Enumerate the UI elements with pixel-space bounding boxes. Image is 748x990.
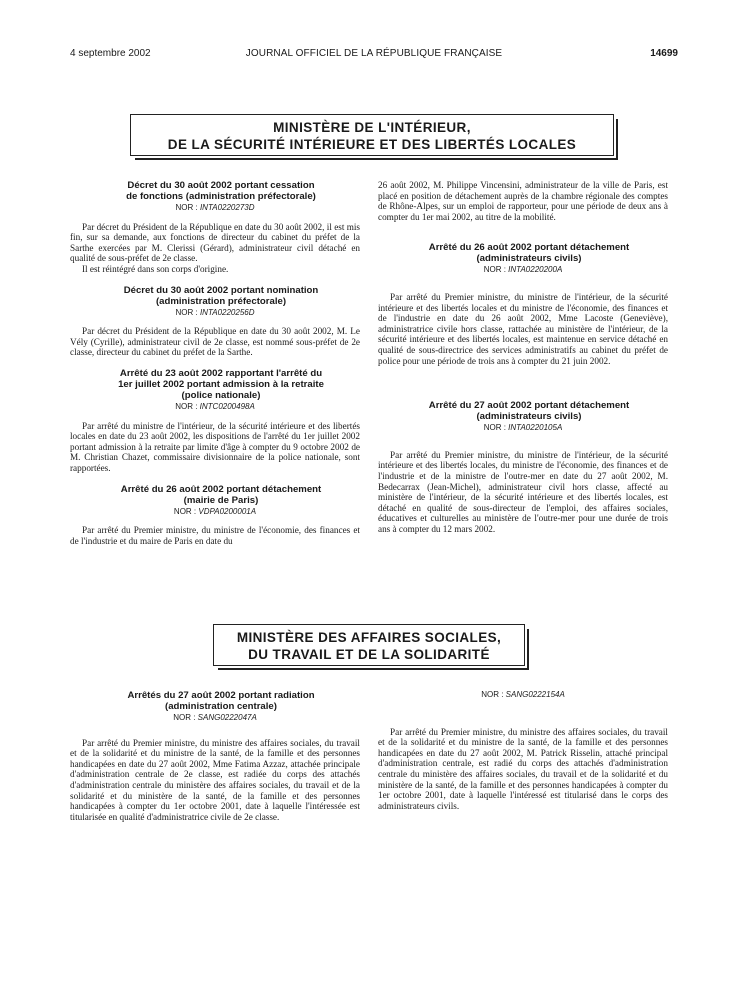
- order-title-line: (administrateurs civils): [476, 253, 582, 265]
- journal-title: JOURNAL OFFICIEL DE LA RÉPUBLIQUE FRANÇAISE: [245, 48, 503, 59]
- order-body: Par arrêté du Premier ministre, du ministre des affaires sociales, du travail et de la solidarité et du ministre de la santé, de la famille et des personnes handicapées en date du 27 août 2002, M. Patrick Risselin, attaché principal d'administration centrale, est radié du corps des attachés d'administration centrale du ministère des affaires sociales, du travail et de la solidarité et du ministère de la santé, de la famille et des personnes handicapées à compter du 1er octobre 2001, date à laquelle l'intéressé est titularisé dans le corps des administrateurs civils.: [378, 726, 668, 811]
- nor-reference: NOR : VDPA0200001A: [173, 506, 257, 516]
- decree-body: Par décret du Président de la République en date du 30 août 2002, M. Le Vély (Cyrille), administrateur civil de 2e classe, est nommé sous-préfet de 2e classe, directeur du cabinet du préfet de la Sarthe.: [70, 326, 360, 358]
- orders-radiation: [70, 690, 360, 822]
- decree-title-line: de fonctions (administration préfectorale): [126, 191, 316, 202]
- nor-reference: NOR : INTA0220273D: [175, 203, 255, 212]
- order-detachment-bedecarrax: [378, 400, 668, 534]
- order-title-line: (police nationale): [181, 389, 261, 401]
- ministry-line-1: MINISTÈRE DE L'INTÉRIEUR,: [273, 120, 471, 135]
- nor-reference: NOR : SANG0222154A: [481, 690, 565, 699]
- order-radiation-risselin: [378, 690, 668, 811]
- decree-title-line: Décret du 30 août 2002 portant nomination: [123, 284, 319, 296]
- order-detachment-lacoste: [378, 242, 668, 366]
- decree-title-line: (administration préfectorale): [155, 295, 287, 307]
- ministry-line-2: DU TRAVAIL ET DE LA SOLIDARITÉ: [248, 647, 490, 662]
- nor-reference: NOR : INTC0200498A: [175, 401, 255, 411]
- order-title-line: Arrêté du 23 août 2002 rapportant l'arrêté du: [119, 367, 323, 379]
- order-retirement-revocation: [70, 368, 360, 474]
- running-header: [70, 48, 678, 64]
- decree-body: Par décret du Président de la République en date du 30 août 2002, il est mis fin, sur sa demande, aux fonctions de directeur du cabinet du préfet de la Sarthe exercées par M. Clerissi (Gérard), administrateur civil détaché en qualité de sous-préfet de 2e classe.: [70, 221, 360, 264]
- order-title-line: 1er juillet 2002 portant admission à la retraite: [118, 378, 324, 390]
- order-title-line: (administrateurs civils): [476, 411, 582, 423]
- right-column-social: [378, 690, 668, 811]
- order-body-continued: 26 août 2002, M. Philippe Vincensini, administrateur de la ville de Paris, est placé en position de détachement auprès de la chambre régionale des comptes de Rhône-Alpes, sur un emploi de rapporteur, pour une période de deux ans à compter du 1er mai 2002, au titre de la mobilité.: [378, 180, 668, 222]
- page-number: 14699: [650, 48, 678, 59]
- issue-date: 4 septembre 2002: [70, 48, 151, 59]
- left-column-interior: [70, 180, 360, 546]
- order-body: Par arrêté du Premier ministre, du ministre des affaires sociales, du travail et de la solidarité et du ministre de la santé, de la famille et des personnes handicapées en date du 27 août 2002, Mme Fatima Azzaz, attachée principale d'administration centrale de 2e classe, est radiée du corps des attachés d'administration centrale du ministère des affaires sociales, du travail et de la solidarité et du ministère de la santé, de la famille et des personnes handicapées à compter du 1er octobre 2001, date à laquelle l'intéressée est titularisée en qualité d'administratrice civile de 2e classe.: [70, 737, 360, 822]
- decree-cessation: [70, 180, 360, 275]
- order-body: Par arrêté du Premier ministre, du ministre de l'intérieur, de la sécurité intérieure et des libertés locales et du ministre de l'économie, des finances et de l'industrie en date du 26 août 2002, Mme Lacoste (Geneviève), administratrice civile hors classe, rattachée au ministère de l'intérieur, de la sécurité intérieure et des libertés locales, est maintenue en service détaché en qualité de sous-directrice des services administratifs au cabinet du préfet de police pour une période de trois ans à compter du 21 juin 2002.: [378, 291, 668, 366]
- order-title-line: (administration centrale): [165, 701, 277, 712]
- nor-reference: NOR : INTA0220256D: [175, 307, 255, 317]
- order-title-line: Arrêtés du 27 août 2002 portant radiation: [127, 690, 315, 701]
- order-title-line: Arrêté du 27 août 2002 portant détachement: [428, 400, 630, 412]
- ministry-interior-heading: [130, 114, 614, 156]
- order-body: Par arrêté du Premier ministre, du ministre de l'intérieur, de la sécurité intérieure et des libertés locales, du ministre de l'économie, des finances et de l'industrie et de la ministre de l'outre-mer en date du 27 août 2002, M. Bedecarrax (Jean-Michel), administrateur civil hors classe, affecté au ministère de l'intérieur, de la sécurité intérieure et des libertés locales, est détaché en qualité de sous-directeur de l'emploi, des affaires sociales, éducatives et culturelles au ministère de l'outre-mer pour une durée de trois ans à compter du 12 mars 2002.: [378, 449, 668, 534]
- order-body: Par arrêté du ministre de l'intérieur, de la sécurité intérieure et des libertés locales en date du 23 août 2002, les dispositions de l'arrêté du 1er juillet 2002 portant admission à la retraite par limite d'âge à compter du 9 octobre 2002 de M. Christian Chazet, commissaire divisionnaire de la police nationale, sont rapportées.: [70, 420, 360, 473]
- order-title-line: Arrêté du 26 août 2002 portant détachement: [428, 242, 630, 254]
- right-column-interior: [378, 180, 668, 534]
- left-column-social: [70, 690, 360, 822]
- order-detachment-paris: [70, 484, 360, 547]
- order-body: Par arrêté du Premier ministre, du ministre de l'économie, des finances et de l'industrie et du maire de Paris en date du: [70, 525, 360, 546]
- nor-reference: NOR : INTA0220200A: [483, 265, 563, 275]
- nor-reference: NOR : INTA0220105A: [483, 423, 563, 433]
- decree-nomination: [70, 285, 360, 358]
- ministry-line-2: DE LA SÉCURITÉ INTÉRIEURE ET DES LIBERTÉS LOCALES: [167, 137, 577, 152]
- decree-body: Il est réintégré dans son corps d'origine.: [82, 263, 229, 274]
- decree-title-line: Décret du 30 août 2002 portant cessation: [127, 180, 315, 191]
- ministry-line-1: MINISTÈRE DES AFFAIRES SOCIALES,: [236, 630, 502, 645]
- order-title-line: (mairie de Paris): [183, 494, 259, 506]
- ministry-social-affairs-heading: [213, 624, 525, 666]
- order-title-line: Arrêté du 26 août 2002 portant détachement: [120, 483, 322, 495]
- nor-reference: NOR : SANG0222047A: [173, 713, 257, 722]
